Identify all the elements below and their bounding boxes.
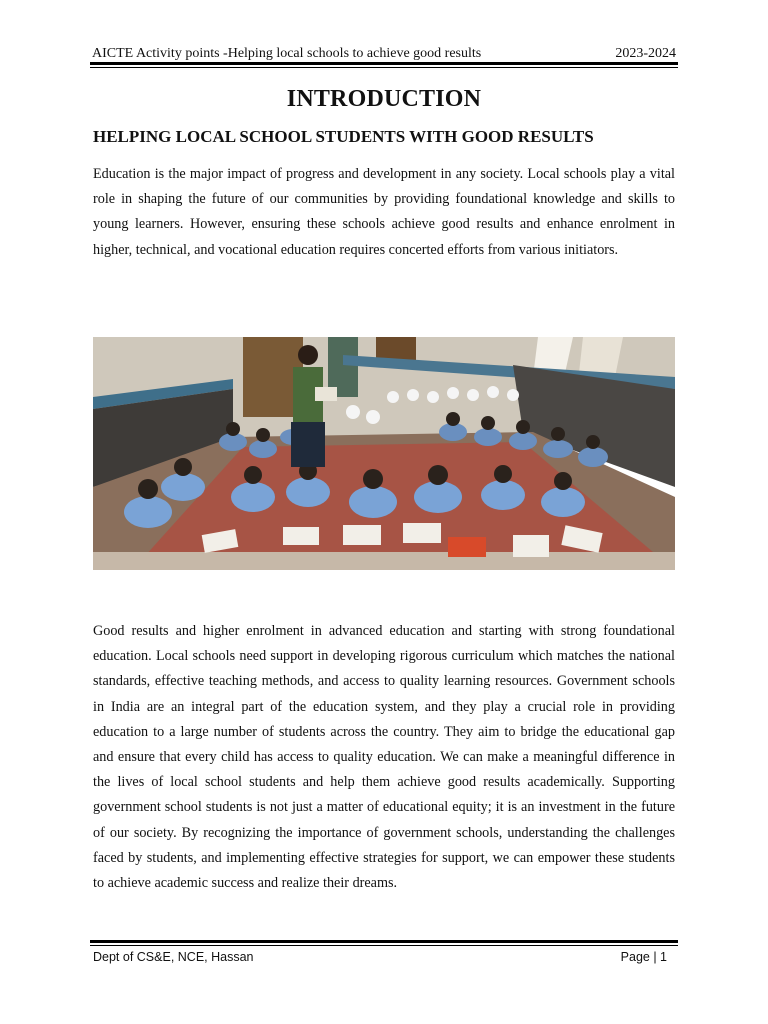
header-title: AICTE Activity points -Helping local schools to achieve good results: [92, 46, 482, 61]
footer-department: Dept of CS&E, NCE, Hassan: [93, 950, 254, 964]
page-title: INTRODUCTION: [286, 86, 482, 112]
page-header: [92, 42, 676, 62]
intro-paragraph: Education is the major impact of progress and development in any society. Local schools play a vital role in shaping the future of our communities by providing foundational knowledge and skills to young learners. However, ensuring these schools achieve good results and enhance enrolment in higher, technical, and vocational education requires concerted efforts from various initiators.: [93, 166, 675, 258]
body-paragraph: Good results and higher enrolment in advanced education and starting with strong foundational education. Local schools need support in developing rigorous curriculum which matches the national standards, effective teaching methods, and access to quality learning resources. Government schools in India are an integral part of the education system, and they play a crucial role in providing education to a large number of students across the country. They aim to bridge the educational gap and ensure that every child has access to quality education. We can make a meaningful difference in the lives of local school students and help them achieve good results academically. Supporting government school students is not just a matter of educational equity; it is an investment in the future of our society. By recognizing the importance of government schools, understanding the challenges faced by students, and implementing effective strategies for support, we can empower these students to achieve academic success and realize their dreams.: [93, 623, 675, 892]
classroom-photo: [93, 337, 675, 570]
header-rule-thick: [90, 62, 678, 65]
footer-rule-thin: [90, 945, 678, 946]
header-rule-thin: [90, 67, 678, 68]
footer-rule-thick: [90, 940, 678, 943]
header-year: 2023-2024: [615, 46, 676, 61]
page-number: Page | 1: [620, 950, 667, 964]
page-footer: [93, 948, 667, 966]
section-heading: HELPING LOCAL SCHOOL STUDENTS WITH GOOD RESULTS: [93, 127, 594, 146]
